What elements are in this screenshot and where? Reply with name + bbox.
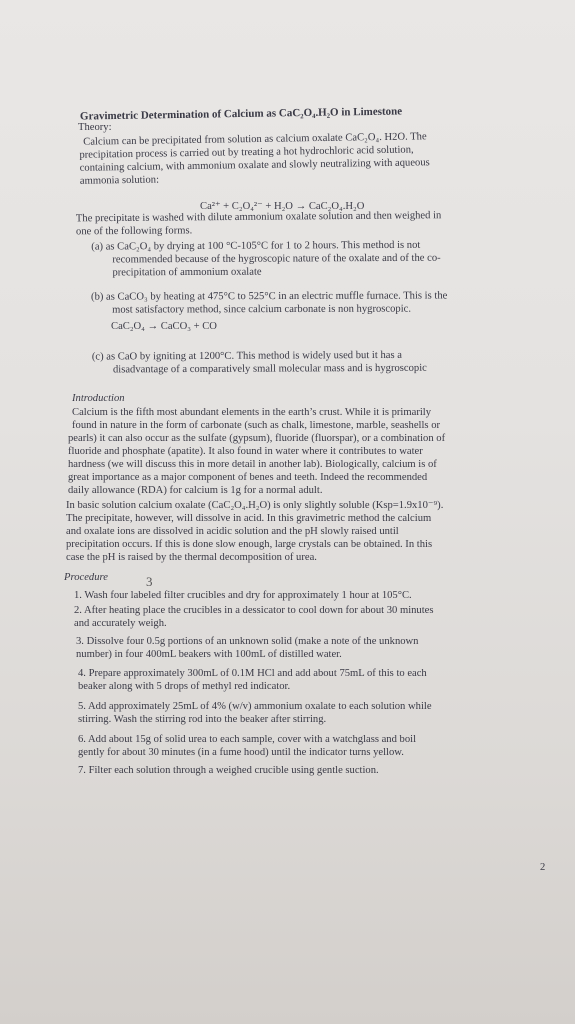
- procedure-step: number) in four 400mL beakers with 100mL of distilled water.: [76, 649, 342, 660]
- text-line: precipitation process is carried out by treating a hot hydrochloric acid solution,: [79, 144, 414, 161]
- text-line: found in nature in the form of carbonate (such as chalk, limestone, marble, seashells or: [72, 420, 441, 431]
- procedure-heading: Procedure: [64, 572, 108, 583]
- theory-heading: Theory:: [78, 122, 112, 133]
- text-line: precipitation of ammonium oxalate: [112, 266, 262, 279]
- procedure-step: 4. Prepare approximately 300mL of 0.1M HCl and add about 75mL of this to each: [78, 668, 427, 679]
- text-line: fluoride and phosphate (apatite). It also found in water where it contributes to water: [68, 446, 423, 457]
- handwritten-mark: 3: [146, 574, 153, 589]
- text-line: recommended because of the hygroscopic nature of the oxalate and of the co-: [112, 252, 441, 266]
- text-line: (c) as CaO by igniting at 1200°C. This method is widely used but it has a: [91, 349, 402, 363]
- equation-precipitation: Ca²⁺ + C₂O₄²⁻ + H₂O → CaC₂O₄.H₂O: [200, 201, 365, 212]
- procedure-step: 3. Dissolve four 0.5g portions of an unknown solid (make a note of the unknown: [76, 636, 419, 647]
- procedure-step: 6. Add about 15g of solid urea to each sample, cover with a watchglass and boil: [78, 734, 417, 745]
- text-line: containing calcium, with ammonium oxalate and slowly neutralizing with aqueous: [79, 157, 430, 174]
- introduction-heading: Introduction: [72, 393, 125, 404]
- text-line: most satisfactory method, since calcium carbonate is non hygroscopic.: [112, 303, 412, 316]
- text-line: In basic solution calcium oxalate (CaC₂O₄.H₂O) is only slightly soluble (Ksp=1.9x10⁻⁹).: [66, 500, 444, 511]
- procedure-step: 5. Add approximately 25mL of 4% (w/v) ammonium oxalate to each solution while: [78, 701, 432, 712]
- text-line: great importance as a major component of benes and teeth. Indeed the recommended: [68, 472, 428, 483]
- equation-carbonate: CaC₂O₄ → CaCO₃ + CO: [111, 321, 217, 332]
- procedure-step: and accurately weigh.: [74, 618, 167, 629]
- procedure-step: stirring. Wash the stirring rod into the beaker after stirring.: [78, 714, 327, 725]
- text-line: precipitation occurs. If this is done slow enough, large crystals can be obtained. In this: [66, 539, 433, 550]
- text-line: case the pH is raised by the thermal decomposition of urea.: [66, 552, 317, 563]
- procedure-step: gently for about 30 minutes (in a fume hood) until the indicator turns yellow.: [78, 747, 404, 758]
- text-line: (b) as CaCO₃ by heating at 475°C to 525°C in an electric muffle furnace. This is the: [91, 290, 448, 303]
- text-line: daily allowance (RDA) for calcium is 1g for a normal adult.: [68, 485, 323, 496]
- text-line: one of the following forms.: [75, 225, 193, 238]
- page-number: 2: [540, 862, 546, 873]
- text-line: pearls) it can also occur as the sulfate (gypsum), fluoride (fluorspar), or a combination of: [68, 433, 446, 444]
- text-line: (a) as CaC₂O₄ by drying at 100 °C-105°C for 1 to 2 hours. This method is not: [91, 239, 421, 253]
- procedure-step: 7. Filter each solution through a weighed crucible using gentle suction.: [78, 765, 379, 776]
- text-line: Calcium can be precipitated from solution as calcium oxalate CaC₂O₄. H2O. The: [83, 131, 427, 148]
- text-line: ammonia solution:: [79, 174, 160, 187]
- procedure-step: 1. Wash four labeled filter crucibles and dry for approximately 1 hour at 105°C.: [74, 590, 412, 601]
- text-line: and oxalate ions are dissolved in acidic solution and the pH slowly raised until: [66, 526, 399, 537]
- text-line: Calcium is the fifth most abundant elements in the earth’s crust. While it is primarily: [72, 407, 432, 418]
- procedure-step: 2. After heating place the crucibles in a dessicator to cool down for about 30 minutes: [74, 605, 434, 616]
- text-line: hardness (we will discuss this in more detail in another lab). Biologically, calcium is of: [68, 459, 437, 470]
- document-title: Gravimetric Determination of Calcium as CaC₂O₄.H₂O in Limestone: [79, 105, 403, 123]
- text-line: disadvantage of a comparatively small molecular mass and is hygroscopic: [112, 362, 427, 376]
- text-line: The precipitate is washed with dilute ammonium oxalate solution and then weighed in: [75, 210, 442, 225]
- text-line: The precipitate, however, will dissolve in acid. In this gravimetric method the calcium: [66, 513, 432, 524]
- procedure-step: beaker along with 5 drops of methyl red indicator.: [78, 681, 291, 692]
